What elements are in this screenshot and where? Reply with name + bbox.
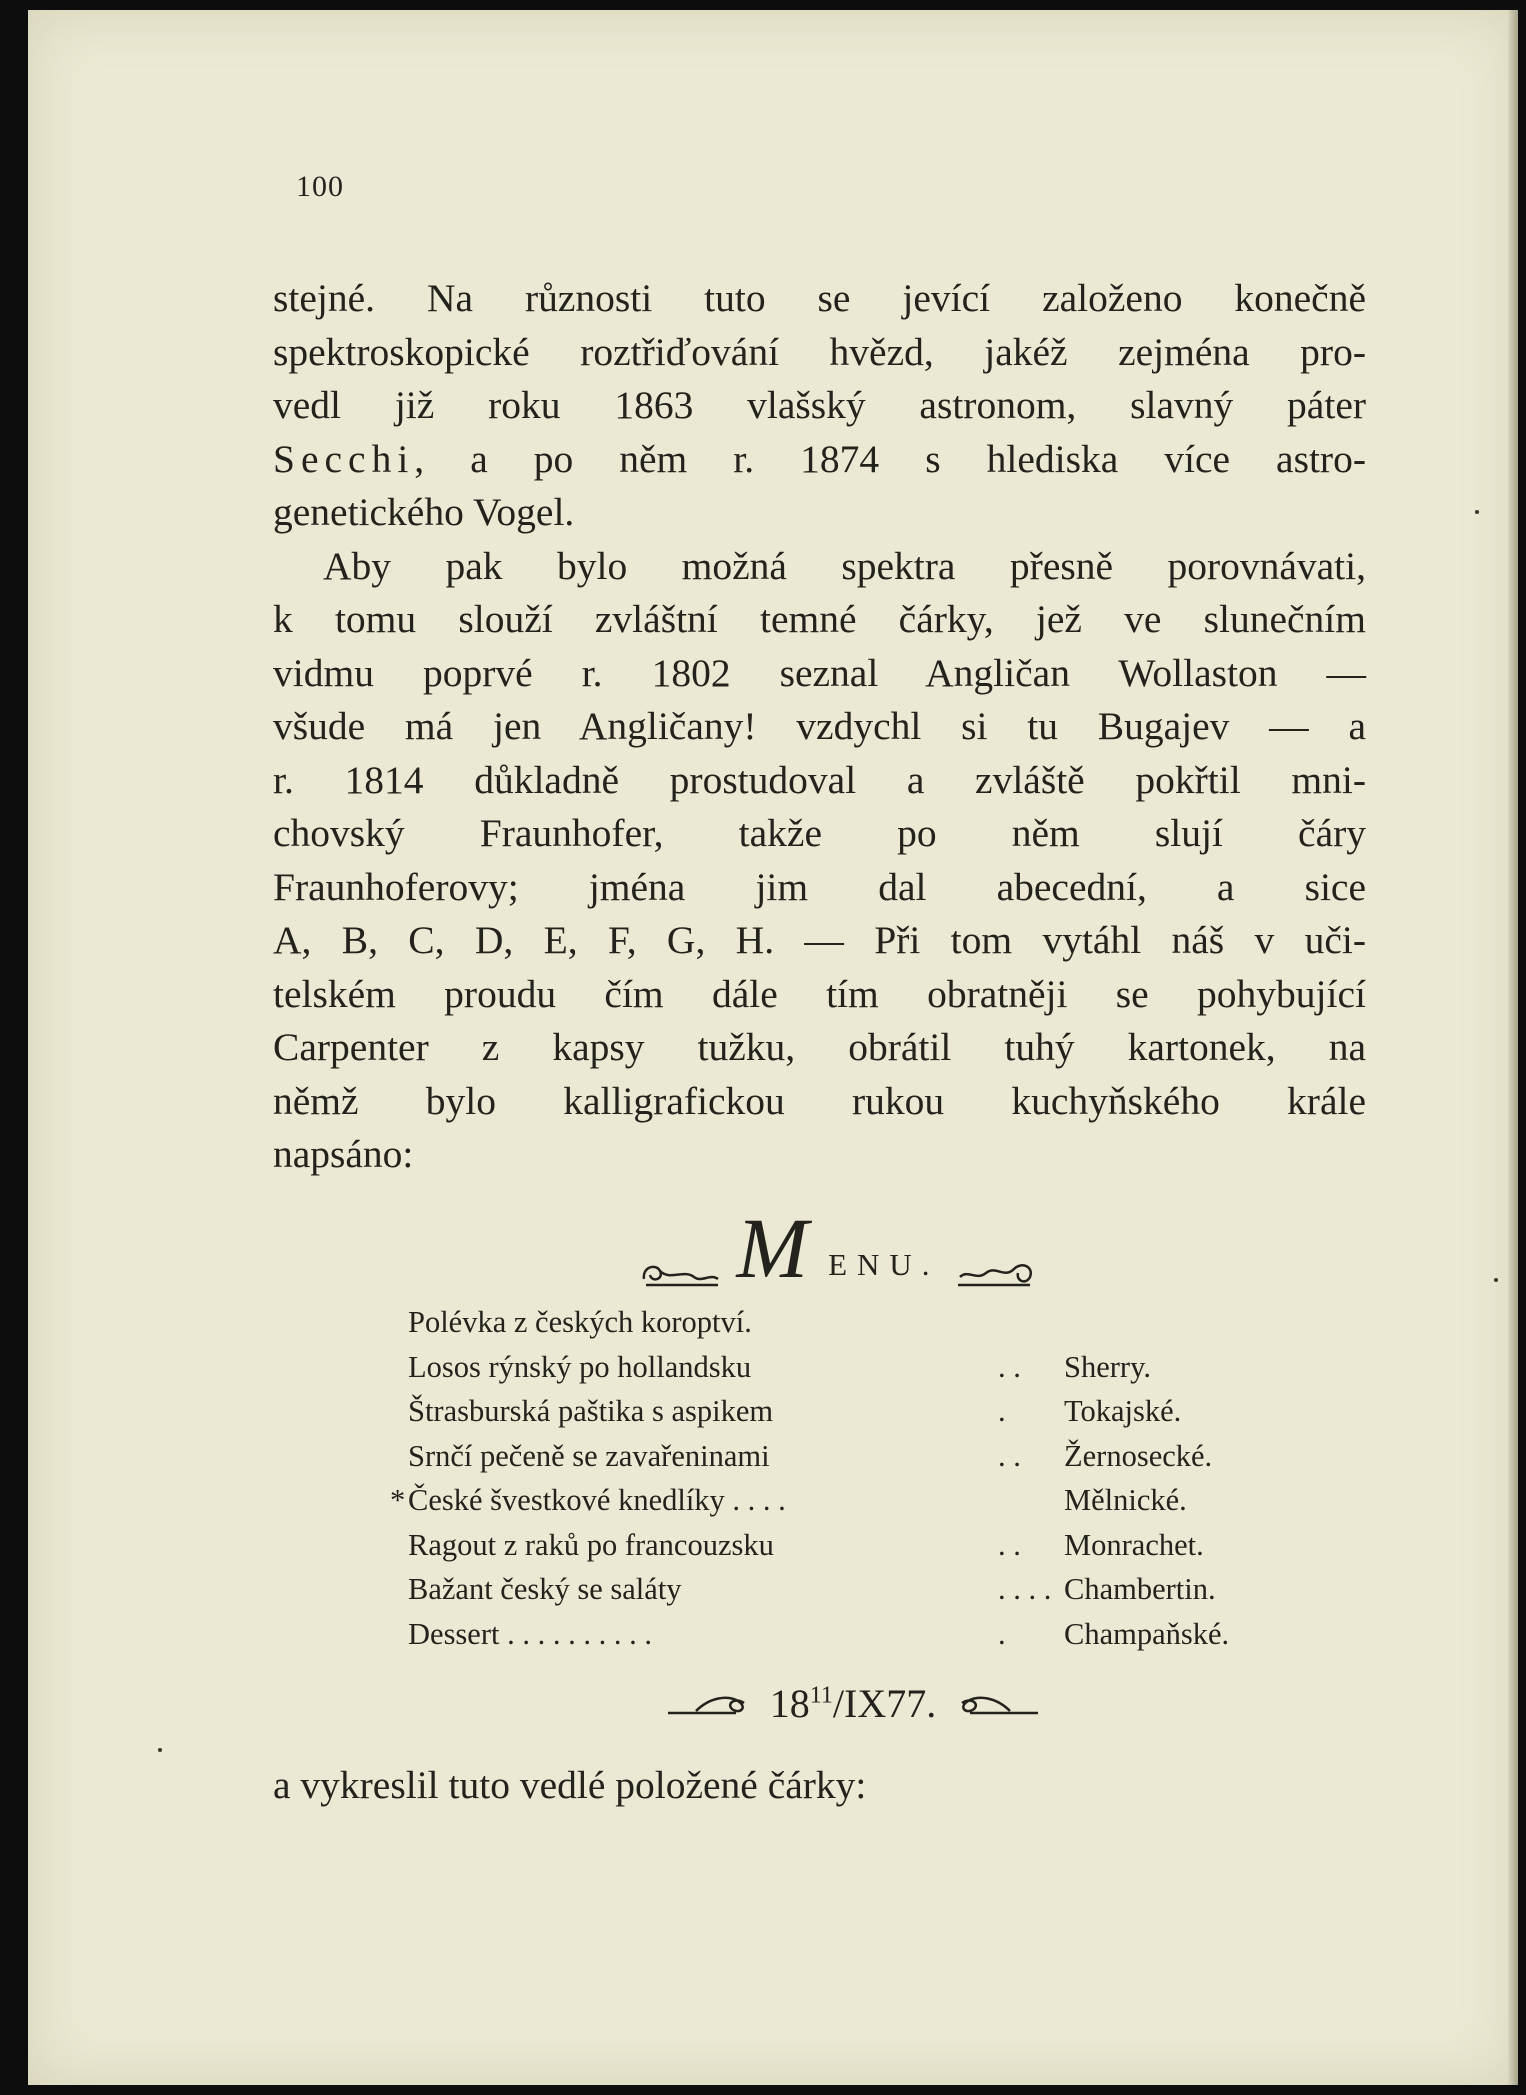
paper-speck	[1475, 510, 1479, 514]
menu-dish: Dessert . . . . . . . . . .	[408, 1616, 652, 1651]
text-line: k tomu slouží zvláštní temné čárky, jež ve slunečním	[273, 597, 1366, 641]
menu-wine: Mělnické.	[1064, 1483, 1187, 1517]
body-text	[273, 272, 1366, 1182]
text-line: stejné. Na různosti tuto se jevící založeno konečně	[273, 276, 1366, 320]
menu-date	[613, 1680, 1093, 1727]
menu-list	[390, 1300, 1278, 1656]
text-line: vidmu poprvé r. 1802 seznal Angličan Wollaston —	[273, 650, 1366, 695]
menu-dish	[390, 1478, 998, 1523]
menu-title	[568, 1200, 1108, 1296]
date-text	[770, 1680, 936, 1727]
menu-wine: Champaňské.	[1064, 1616, 1230, 1651]
menu-dish: Srnčí pečeně se zavařeninami	[408, 1438, 770, 1473]
menu-dish-text: České švestkové knedlíky . . . .	[408, 1483, 786, 1517]
book-page	[28, 10, 1518, 2085]
text-line: Carpenter z kapsy tužku, obrátil tuhý kartonek, na	[273, 1025, 1366, 1069]
menu-leader-dots	[998, 1478, 1064, 1523]
spaced-name-secchi: Secchi	[273, 436, 415, 481]
text-line: napsáno:	[273, 1132, 414, 1176]
text-line: telském proudu čím dále tím obratněji se pohybující	[273, 971, 1366, 1016]
date-day: 18	[769, 1681, 810, 1726]
menu-wine: Monrachet.	[1064, 1527, 1204, 1562]
text-line: r. 1814 důkladně prostudoval a zvláště pokřtil mni-	[273, 757, 1366, 802]
flourish-right-icon	[950, 1689, 1040, 1719]
menu-dish: Losos rýnský po hollandsku	[408, 1349, 752, 1384]
asterisk-mark: *	[390, 1483, 406, 1517]
menu-row	[408, 1612, 1278, 1657]
menu-wine: Sherry.	[1064, 1349, 1151, 1384]
menu-row	[408, 1523, 1278, 1568]
text-line: Aby pak bylo možná spektra přesně porovnávati,	[323, 543, 1366, 588]
menu-leader-dots: .	[998, 1616, 1006, 1651]
menu-wine: Tokajské.	[1064, 1394, 1182, 1428]
text-line: němž bylo kalligrafickou rukou kuchyňského krále	[273, 1078, 1366, 1123]
menu-row	[390, 1478, 1278, 1523]
menu-row	[408, 1389, 1278, 1434]
menu-leader-dots: . .	[998, 1349, 1021, 1384]
menu-leader-dots: . .	[998, 1438, 1021, 1473]
flourish-left-icon	[666, 1689, 756, 1719]
menu-leader-dots: .	[998, 1394, 1006, 1428]
page-spine-edge	[1508, 10, 1518, 2085]
menu-heading-rest: ENU.	[828, 1247, 940, 1282]
menu-row	[408, 1434, 1278, 1479]
menu-wine: Chambertin.	[1064, 1572, 1216, 1606]
page-number: 100	[296, 170, 344, 203]
text-line: genetického Vogel.	[273, 490, 575, 534]
text-line: spektroskopické roztřiďování hvězd, jakéž zejména pro-	[273, 329, 1366, 374]
menu-dish: Ragout z raků po francouzsku	[408, 1527, 774, 1562]
menu-wine: Žernosecké.	[1064, 1438, 1213, 1473]
closing-line: a vykreslil tuto vedlé položené čárky:	[273, 1763, 867, 1807]
text-line: chovský Fraunhofer, takže po něm slují čáry	[273, 811, 1366, 855]
date-superscript: 11	[809, 1682, 833, 1709]
text-line: všude má jen Angličany! vzdychl si tu Bugajev — a	[273, 704, 1366, 748]
text-line: A, B, C, D, E, F, G, H. — Při tom vytáhl náš v uči-	[273, 918, 1366, 962]
text-line: Fraunhoferovy; jména jim dal abecední, a sice	[273, 864, 1366, 909]
text-line	[273, 433, 1366, 487]
paper-speck	[158, 1748, 162, 1752]
menu-leader-dots: . . . .	[998, 1572, 1052, 1606]
paper-speck	[1494, 1278, 1498, 1282]
scroll-ornament-left-icon	[640, 1257, 722, 1291]
menu-dish: Štrasburská paštika s aspikem	[408, 1394, 774, 1428]
date-rest: /IX77.	[832, 1681, 937, 1726]
menu-dish: Bažant český se saláty	[408, 1572, 682, 1606]
text-line: vedl již roku 1863 vlašský astronom, slavný páter	[273, 383, 1366, 427]
menu-row	[408, 1345, 1278, 1390]
scroll-ornament-right-icon	[954, 1257, 1036, 1291]
menu-row	[408, 1300, 1278, 1345]
text-fragment: , a po něm r. 1874 s hlediska více astro-	[414, 436, 1366, 481]
menu-row	[408, 1567, 1278, 1612]
menu-leader-dots: . .	[998, 1527, 1021, 1562]
menu-initial: M	[736, 1200, 809, 1296]
menu-dish: Polévka z českých koroptví.	[408, 1305, 752, 1339]
